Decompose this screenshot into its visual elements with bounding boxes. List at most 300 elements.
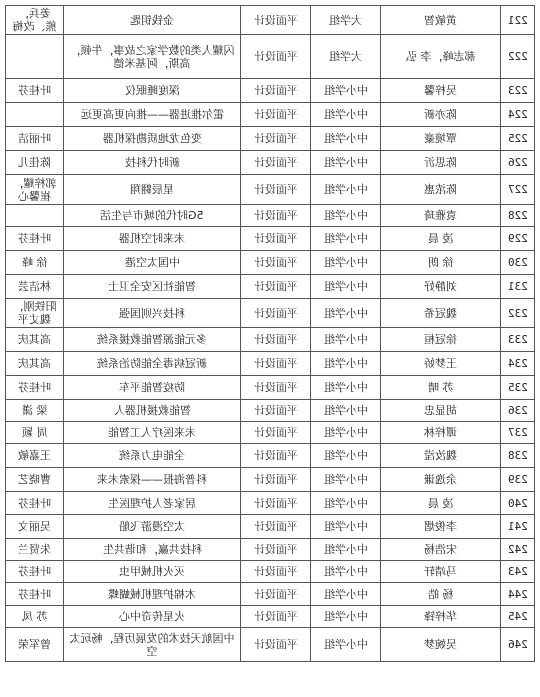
advisor-cell	[6, 376, 64, 400]
group-cell-text: 中小学组	[323, 610, 368, 623]
table-row	[6, 299, 535, 328]
group-cell-text: 中小学组	[323, 280, 368, 293]
group-cell	[311, 539, 381, 561]
author-cell-text: 苏 晴	[427, 381, 454, 394]
work-title-cell-text: 中国太空港	[124, 256, 180, 269]
group-cell-text: 中小学组	[323, 209, 368, 222]
entry-number-cell	[501, 175, 535, 205]
table-row	[6, 103, 535, 127]
work-title-cell	[64, 328, 241, 352]
group-cell	[311, 6, 381, 35]
entry-number-cell	[501, 468, 535, 492]
entry-number-cell-text: 241	[507, 520, 528, 533]
entry-number-cell-text: 222	[507, 50, 528, 63]
advisor-cell-text: 郭梓耀，崔馨心	[12, 176, 57, 203]
category-cell-text: 平面设计	[253, 449, 298, 462]
group-cell	[311, 275, 381, 299]
entry-number-cell-text: 234	[507, 357, 528, 370]
advisor-cell	[6, 444, 64, 468]
author-cell-text: 谭梓林	[424, 426, 457, 439]
author-cell	[381, 127, 501, 151]
group-cell	[311, 151, 381, 175]
work-title-cell	[64, 227, 241, 251]
category-cell	[241, 299, 311, 328]
author-cell-text: 覃境豪	[424, 132, 457, 145]
group-cell	[311, 328, 381, 352]
group-cell	[311, 103, 381, 127]
author-cell-text: 陈思沂	[424, 156, 457, 169]
advisor-cell-text: 高其庆	[18, 333, 51, 346]
author-cell-text: 胡显忠	[424, 404, 457, 417]
category-cell-text: 平面设计	[253, 565, 298, 578]
author-cell	[381, 205, 501, 227]
work-title-cell-text: 新冠病毒全能防治系统	[97, 357, 207, 370]
category-cell-text: 平面设计	[253, 84, 298, 97]
group-cell-text: 中小学组	[323, 638, 368, 651]
author-cell	[381, 251, 501, 275]
table-row	[6, 6, 535, 35]
entry-number-cell-text: 235	[507, 381, 528, 394]
category-cell-text: 平面设计	[253, 543, 298, 556]
entry-number-cell-text: 238	[507, 449, 528, 462]
group-cell-text: 大学组	[329, 50, 362, 63]
work-title-cell	[64, 492, 241, 515]
group-cell-text: 中小学组	[323, 381, 368, 394]
work-title-cell-text: 科技兴则国强	[119, 306, 185, 320]
advisor-cell	[6, 561, 64, 583]
entry-number-cell	[501, 444, 535, 468]
author-cell	[381, 299, 501, 328]
entry-number-cell	[501, 376, 535, 400]
author-cell-text: 袁雅琦	[424, 209, 457, 222]
author-cell	[381, 583, 501, 606]
advisor-cell	[6, 151, 64, 175]
group-cell	[311, 468, 381, 492]
advisor-cell-text: 曾军荣	[18, 638, 51, 651]
author-cell-text: 宋浩杨	[424, 543, 457, 556]
work-title-cell	[64, 352, 241, 376]
work-title-cell-text: 居家老人护理医生	[108, 496, 196, 510]
advisor-cell-text: 叶桂芬	[18, 496, 51, 510]
entry-number-cell	[501, 422, 535, 444]
work-title-cell-text: 科技共赢，和谐共生	[102, 543, 202, 556]
advisor-cell-text: 叶桂芬	[18, 84, 51, 97]
entry-number-cell-text: 237	[507, 426, 528, 439]
group-cell-text: 中小学组	[323, 306, 368, 320]
advisor-cell	[6, 400, 64, 422]
group-cell	[311, 205, 381, 227]
work-title-cell	[64, 539, 241, 561]
group-cell-text: 中小学组	[323, 183, 368, 196]
advisor-cell	[6, 275, 64, 299]
work-title-cell-text: 霍尔推进器——推向更高更远	[80, 108, 224, 121]
author-cell	[381, 539, 501, 561]
author-cell-text: 凌 晨	[427, 232, 454, 245]
entry-number-cell	[501, 6, 535, 35]
author-cell-text: 杨 皓	[427, 587, 454, 601]
work-title-cell-text: 中国航天技术的发展历程，畅玩太空	[69, 631, 235, 658]
entry-number-cell-text: 221	[507, 13, 528, 27]
author-cell	[381, 352, 501, 376]
group-cell	[311, 400, 381, 422]
group-cell	[311, 444, 381, 468]
entry-number-cell-text: 242	[507, 543, 528, 556]
work-title-cell	[64, 515, 241, 539]
group-cell-text: 中小学组	[323, 256, 368, 269]
advisor-cell	[6, 515, 64, 539]
advisor-cell-text: 姜兵，熊、改梅	[12, 7, 57, 33]
category-cell	[241, 628, 311, 662]
advisor-cell	[6, 251, 64, 275]
table-row	[6, 352, 535, 376]
entry-number-cell	[501, 299, 535, 328]
advisor-cell-text: 陈佳儿	[18, 156, 51, 169]
group-cell-text: 中小学组	[323, 449, 368, 462]
entry-number-cell-text: 232	[507, 306, 528, 320]
entry-number-cell	[501, 103, 535, 127]
author-cell	[381, 79, 501, 103]
advisor-cell	[6, 205, 64, 227]
entry-number-cell-text: 240	[507, 496, 528, 510]
advisor-cell-text: 叶桂芬	[18, 232, 51, 245]
entry-number-cell-text: 245	[507, 610, 528, 623]
category-cell-text: 平面设计	[253, 108, 298, 121]
author-cell	[381, 328, 501, 352]
advisor-cell-text: 叶桂芬	[18, 381, 51, 394]
work-title-cell-text: 变色龙地质勘探机器	[102, 132, 202, 145]
group-cell	[311, 79, 381, 103]
advisor-cell-text: 徐 峰	[21, 256, 48, 269]
award-table-body	[6, 6, 535, 662]
work-title-cell-text: 未来时空机器	[119, 232, 185, 245]
category-cell	[241, 376, 311, 400]
author-cell-text: 李俊熠	[424, 520, 457, 533]
category-cell	[241, 227, 311, 251]
work-title-cell	[64, 35, 241, 79]
category-cell	[241, 79, 311, 103]
category-cell-text: 平面设计	[253, 232, 298, 245]
table-row	[6, 539, 535, 561]
table-row	[6, 628, 535, 662]
advisor-cell	[6, 175, 64, 205]
author-cell	[381, 422, 501, 444]
entry-number-cell-text: 223	[507, 84, 528, 97]
category-cell-text: 平面设计	[253, 132, 298, 145]
group-cell-text: 中小学组	[323, 333, 368, 346]
category-cell-text: 平面设计	[253, 209, 298, 222]
category-cell	[241, 468, 311, 492]
entry-number-cell-text: 224	[507, 108, 528, 121]
work-title-cell	[64, 561, 241, 583]
work-title-cell-text: 金钱钥匙	[130, 13, 174, 27]
category-cell	[241, 6, 311, 35]
advisor-cell	[6, 127, 64, 151]
advisor-cell-text: 林洁芸	[18, 280, 51, 293]
advisor-cell	[6, 492, 64, 515]
category-cell	[241, 539, 311, 561]
author-cell	[381, 103, 501, 127]
group-cell-text: 中小学组	[323, 473, 368, 486]
group-cell-text: 中小学组	[323, 496, 368, 510]
entry-number-cell-text: 236	[507, 404, 528, 417]
category-cell	[241, 515, 311, 539]
work-title-cell-text: 木棉护理机械蝴蝶	[108, 587, 196, 601]
category-cell-text: 平面设计	[253, 306, 298, 320]
category-cell	[241, 127, 311, 151]
entry-number-cell	[501, 275, 535, 299]
advisor-cell	[6, 35, 64, 79]
category-cell	[241, 175, 311, 205]
work-title-cell-text: 火星传奇中心	[119, 610, 185, 623]
entry-number-cell	[501, 79, 535, 103]
category-cell-text: 平面设计	[253, 280, 298, 293]
work-title-cell	[64, 103, 241, 127]
group-cell-text: 中小学组	[323, 232, 368, 245]
entry-number-cell	[501, 328, 535, 352]
author-cell-text: 余逸谦	[424, 473, 457, 486]
entry-number-cell	[501, 127, 535, 151]
author-cell	[381, 151, 501, 175]
advisor-cell	[6, 79, 64, 103]
advisor-cell	[6, 628, 64, 662]
work-title-cell-text: 太空漫游飞船	[119, 520, 185, 533]
group-cell-text: 中小学组	[323, 108, 368, 121]
work-title-cell	[64, 79, 241, 103]
author-cell	[381, 492, 501, 515]
group-cell-text: 大学组	[329, 13, 362, 27]
advisor-cell	[6, 468, 64, 492]
entry-number-cell-text: 228	[507, 209, 528, 222]
work-title-cell	[64, 175, 241, 205]
category-cell	[241, 103, 311, 127]
table-row	[6, 328, 535, 352]
table-row	[6, 515, 535, 539]
work-title-cell	[64, 127, 241, 151]
table-row	[6, 151, 535, 175]
entry-number-cell-text: 229	[507, 232, 528, 245]
author-cell-text: 吴梓馨	[424, 84, 457, 97]
entry-number-cell-text: 243	[507, 565, 528, 578]
group-cell	[311, 606, 381, 628]
category-cell	[241, 205, 311, 227]
entry-number-cell	[501, 205, 535, 227]
author-cell-text: 徐 朗	[427, 256, 454, 269]
entry-number-cell	[501, 151, 535, 175]
advisor-cell	[6, 103, 64, 127]
work-title-cell	[64, 400, 241, 422]
group-cell	[311, 251, 381, 275]
group-cell-text: 中小学组	[323, 156, 368, 169]
group-cell	[311, 492, 381, 515]
entry-number-cell	[501, 539, 535, 561]
advisor-cell-text: 周 颖	[21, 426, 48, 439]
entry-number-cell-text: 244	[507, 587, 528, 601]
table-row	[6, 444, 535, 468]
advisor-cell	[6, 6, 64, 35]
entry-number-cell	[501, 35, 535, 79]
advisor-cell	[6, 606, 64, 628]
table-row	[6, 127, 535, 151]
group-cell-text: 中小学组	[323, 587, 368, 601]
category-cell	[241, 275, 311, 299]
advisor-cell-text: 王嘉敏	[18, 449, 51, 462]
group-cell-text: 中小学组	[323, 565, 368, 578]
work-title-cell-text: 新时代科技	[124, 156, 180, 169]
category-cell-text: 平面设计	[253, 50, 298, 63]
table-row	[6, 79, 535, 103]
author-cell-text: 魏冠希	[424, 306, 457, 320]
entry-number-cell	[501, 606, 535, 628]
advisor-cell	[6, 352, 64, 376]
category-cell	[241, 606, 311, 628]
group-cell	[311, 175, 381, 205]
work-title-cell-text: 智能救援机器人	[113, 404, 191, 417]
group-cell	[311, 583, 381, 606]
work-title-cell-text: 多元能源智能救援系统	[97, 333, 207, 346]
table-row	[6, 422, 535, 444]
entry-number-cell	[501, 628, 535, 662]
author-cell-text: 王梦娇	[424, 357, 457, 370]
group-cell-text: 中小学组	[323, 426, 368, 439]
entry-number-cell-text: 225	[507, 132, 528, 145]
work-title-cell	[64, 6, 241, 35]
author-cell	[381, 444, 501, 468]
category-cell-text: 平面设计	[253, 381, 298, 394]
work-title-cell	[64, 251, 241, 275]
entry-number-cell-text: 230	[507, 256, 528, 269]
work-title-cell-text: 未来医疗人工智能	[108, 426, 196, 439]
table-row	[6, 227, 535, 251]
category-cell	[241, 400, 311, 422]
work-title-cell-text: 闪耀人类的数学家之故事，牛顿，高斯，阿基米德	[69, 43, 235, 70]
category-cell	[241, 561, 311, 583]
group-cell-text: 中小学组	[323, 132, 368, 145]
group-cell	[311, 35, 381, 79]
group-cell	[311, 422, 381, 444]
entry-number-cell	[501, 583, 535, 606]
work-title-cell	[64, 151, 241, 175]
advisor-cell	[6, 328, 64, 352]
work-title-cell	[64, 376, 241, 400]
group-cell	[311, 628, 381, 662]
author-cell-text: 刘静妤	[424, 280, 457, 293]
entry-number-cell-text: 239	[507, 473, 528, 486]
table-row	[6, 400, 535, 422]
table-row	[6, 376, 535, 400]
work-title-cell	[64, 422, 241, 444]
entry-number-cell	[501, 251, 535, 275]
author-cell-text: 魏汝滢	[424, 449, 457, 462]
category-cell	[241, 583, 311, 606]
category-cell-text: 平面设计	[253, 357, 298, 370]
author-cell-text: 陈亦新	[424, 108, 457, 121]
category-cell	[241, 444, 311, 468]
work-title-cell-text: 灭火机械甲虫	[119, 565, 185, 578]
entry-number-cell	[501, 400, 535, 422]
author-cell	[381, 227, 501, 251]
group-cell	[311, 561, 381, 583]
advisor-cell-text: 叶桂芬	[18, 565, 51, 578]
table-row	[6, 175, 535, 205]
category-cell	[241, 492, 311, 515]
entry-number-cell	[501, 515, 535, 539]
award-table	[5, 5, 535, 662]
author-cell	[381, 468, 501, 492]
advisor-cell-text: 苏 凤	[21, 610, 48, 623]
work-title-cell	[64, 583, 241, 606]
work-title-cell	[64, 606, 241, 628]
advisor-cell-text: 阳铁刚，魏丈平	[12, 300, 57, 326]
category-cell-text: 平面设计	[253, 183, 298, 196]
entry-number-cell-text: 246	[507, 638, 528, 651]
table-row	[6, 35, 535, 79]
work-title-cell	[64, 628, 241, 662]
advisor-cell-text: 高其庆	[18, 357, 51, 370]
author-cell	[381, 400, 501, 422]
entry-number-cell	[501, 352, 535, 376]
author-cell-text: 吴婉梦	[424, 638, 457, 651]
category-cell	[241, 352, 311, 376]
advisor-cell	[6, 227, 64, 251]
table-row	[6, 583, 535, 606]
category-cell-text: 平面设计	[253, 333, 298, 346]
work-title-cell-text: 星辰翱翔	[130, 183, 174, 196]
category-cell-text: 平面设计	[253, 426, 298, 439]
entry-number-cell	[501, 227, 535, 251]
advisor-cell-text: 叶桂芬	[18, 587, 51, 601]
advisor-cell-text: 叶丽洁	[18, 132, 51, 145]
entry-number-cell-text: 227	[507, 183, 528, 196]
author-cell	[381, 561, 501, 583]
advisor-cell	[6, 299, 64, 328]
work-title-cell	[64, 299, 241, 328]
group-cell-text: 中小学组	[323, 520, 368, 533]
author-cell-text: 马靖轩	[424, 565, 457, 578]
author-cell	[381, 275, 501, 299]
group-cell	[311, 515, 381, 539]
advisor-cell-text: 朱贤兰	[18, 543, 51, 556]
table-row	[6, 561, 535, 583]
author-cell-text: 黄敏智	[424, 13, 457, 27]
group-cell	[311, 376, 381, 400]
table-row	[6, 606, 535, 628]
author-cell	[381, 628, 501, 662]
author-cell-text: 徐冠桓	[424, 333, 457, 346]
work-title-cell-text: 5G时代的城市与生活	[100, 209, 204, 222]
group-cell-text: 中小学组	[323, 543, 368, 556]
table-row	[6, 205, 535, 227]
entry-number-cell-text: 231	[507, 280, 528, 293]
category-cell-text: 平面设计	[253, 13, 298, 27]
work-title-cell	[64, 468, 241, 492]
work-title-cell	[64, 205, 241, 227]
advisor-cell	[6, 539, 64, 561]
group-cell-text: 中小学组	[323, 357, 368, 370]
author-cell-text: 郝志峰，李 弘	[405, 50, 476, 63]
group-cell	[311, 227, 381, 251]
advisor-cell-text: 吴丽文	[18, 520, 51, 533]
work-title-cell	[64, 275, 241, 299]
author-cell	[381, 515, 501, 539]
author-cell	[381, 376, 501, 400]
category-cell	[241, 35, 311, 79]
category-cell	[241, 151, 311, 175]
work-title-cell-text: 深度睡眠仪	[124, 84, 180, 97]
category-cell-text: 平面设计	[253, 520, 298, 533]
entry-number-cell-text: 233	[507, 333, 528, 346]
author-cell-text: 凌 晨	[427, 496, 454, 510]
group-cell	[311, 352, 381, 376]
